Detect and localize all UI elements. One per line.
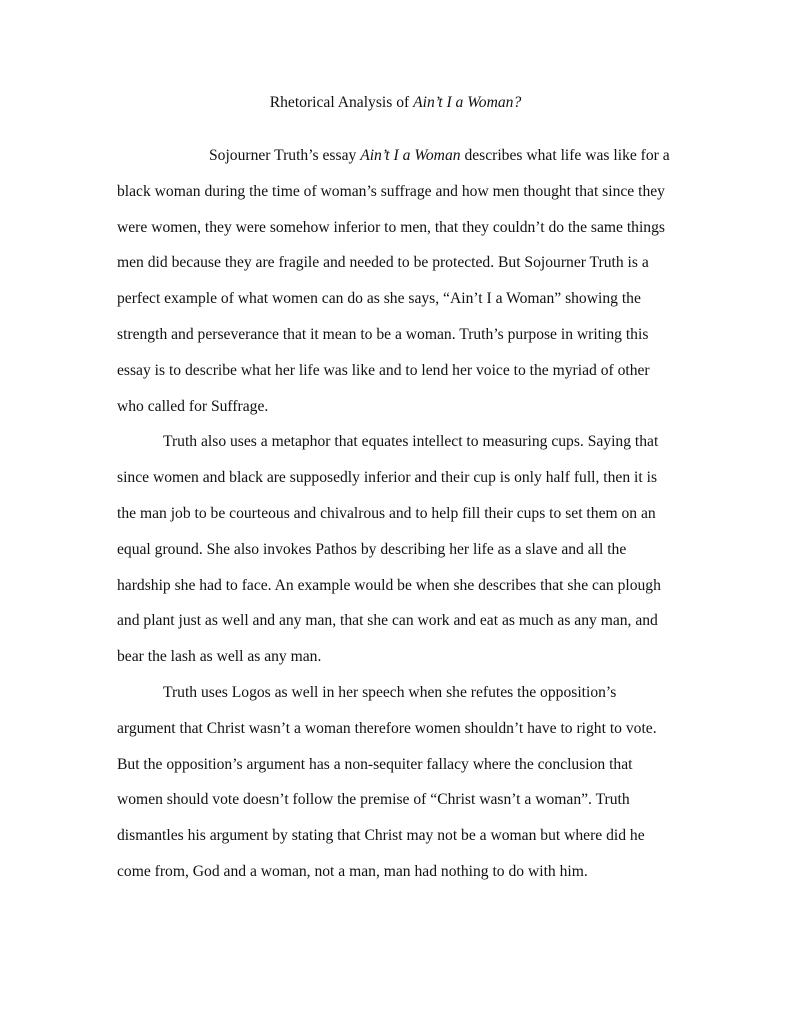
paragraph-line: and plant just as well and any man, that she can work and eat as much as any man, and	[117, 612, 658, 630]
paragraph-line	[117, 146, 677, 182]
paragraph-line: But the opposition’s argument has a non-sequiter fallacy where the conclusion that	[117, 755, 633, 773]
title-italic: Ain’t I a Woman?	[413, 94, 522, 111]
paragraph-line: bear the lash as well as any man.	[117, 648, 322, 666]
paragraph-line: were women, they were somehow inferior to men, that they couldn’t do the same things	[117, 218, 665, 236]
paragraph-line: perfect example of what women can do as she says, “Ain’t I a Woman” showing the	[117, 290, 641, 308]
paragraph-line: strength and perseverance that it mean to be a woman. Truth’s purpose in writing this	[117, 325, 649, 343]
paragraph-line: since women and black are supposedly inferior and their cup is only half full, then it is	[117, 469, 658, 487]
paragraph-line: Truth also uses a metaphor that equates intellect to measuring cups. Saying that	[163, 433, 659, 451]
paragraph-line: black woman during the time of woman’s suffrage and how men thought that since they	[117, 182, 665, 200]
paragraph-1	[117, 146, 677, 432]
paragraph-line: equal ground. She also invokes Pathos by describing her life as a slave and all the	[117, 540, 627, 558]
title-prefix: Rhetorical Analysis of	[269, 94, 414, 111]
paragraph-line: come from, God and a woman, not a man, man had nothing to do with him.	[117, 862, 588, 880]
paragraph-line: dismantles his argument by stating that Christ may not be a woman but where did he	[117, 827, 645, 845]
document-title	[0, 93, 791, 113]
paragraph-2	[117, 432, 677, 683]
paragraph-3	[117, 683, 677, 898]
paragraph-line: who called for Suffrage.	[117, 397, 269, 415]
essay-title-italic: Ain’t I a Woman	[360, 147, 461, 164]
document-body	[117, 146, 677, 898]
paragraph-line: men did because they are fragile and needed to be protected. But Sojourner Truth is a	[117, 254, 649, 272]
paragraph-1-line-1-prefix: Sojourner Truth’s essay	[209, 147, 361, 164]
paragraph-line: essay is to describe what her life was like and to lend her voice to the myriad of other	[117, 361, 650, 379]
paragraph-line: women should vote doesn’t follow the premise of “Christ wasn’t a woman”. Truth	[117, 791, 630, 809]
paragraph-line: the man job to be courteous and chivalrous and to help fill their cups to set them on an	[117, 504, 656, 522]
paragraph-line: Truth uses Logos as well in her speech when she refutes the opposition’s	[163, 683, 617, 701]
paragraph-1-line-1-suffix: describes what life was like for a	[460, 147, 670, 164]
paragraph-line: hardship she had to face. An example would be when she describes that she can plough	[117, 576, 661, 594]
paragraph-line: argument that Christ wasn’t a woman therefore women shouldn’t have to right to vote.	[117, 719, 657, 737]
